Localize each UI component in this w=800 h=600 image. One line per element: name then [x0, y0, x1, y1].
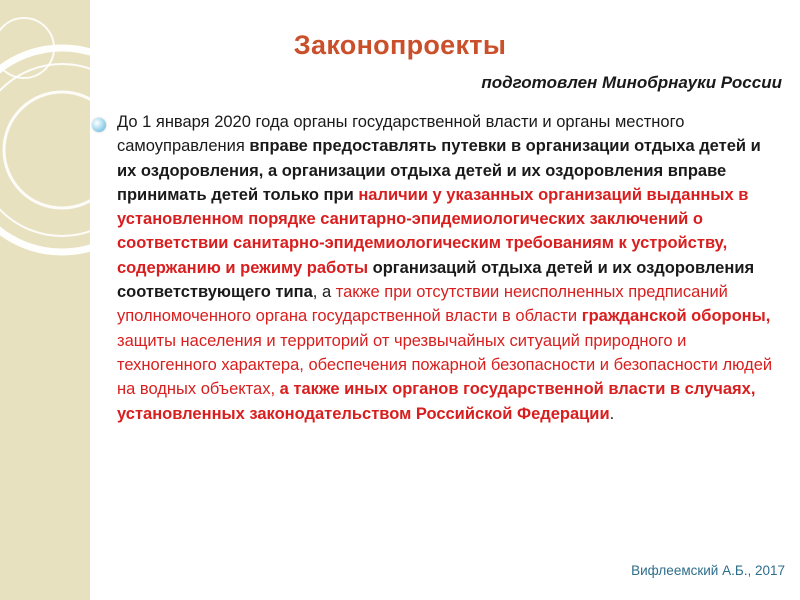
slide-title: Законопроекты [293, 30, 507, 60]
body-segment-prescriptions: также при отсутствии неисполненных предписаний уполномоченного органа государственной власти в области [117, 283, 728, 326]
body-segment-other-authorities: а также иных органов государственной власти в случаях, установленных законодательством Российской Федерации [117, 380, 756, 423]
body-segment-civil-defense: гражданской обороны, [581, 307, 771, 326]
body-segment-sanitary: наличии у указанных организаций выданных в установленном порядке санитарно-эпидемиологических заключений о соответствии санитарно-эпидемиологическим требованиям к устройству, содержанию и режиму работы [117, 185, 749, 277]
body-segment-intro: До 1 января 2020 года органы государственной власти и органы местного самоуправления [117, 113, 685, 156]
body-segment-rights: вправе предоставлять путевки в организации отдыха детей и их оздоровления, а организации отдыха детей и их оздоровления вправе принимать детей только при [117, 137, 761, 204]
footer-author: Вифлеемский А.Б., 2017 [631, 563, 785, 578]
ring-inner [4, 92, 120, 208]
body-segment-organizations: организаций отдыха детей и их оздоровления соответствующего типа [117, 258, 755, 302]
body-paragraph [117, 110, 777, 426]
body-segment-period: . [609, 404, 615, 423]
body-segment-emergencies: защиты населения и территорий от чрезвычайных ситуаций природного и техногенного характера, обеспечения пожарной безопасности и безопасности людей на водных объектах, [117, 331, 773, 399]
body-segment-connector: , а [312, 283, 336, 302]
circle-bullet-icon [92, 118, 106, 132]
slide-subtitle: подготовлен Минобрнауки России [481, 73, 782, 92]
